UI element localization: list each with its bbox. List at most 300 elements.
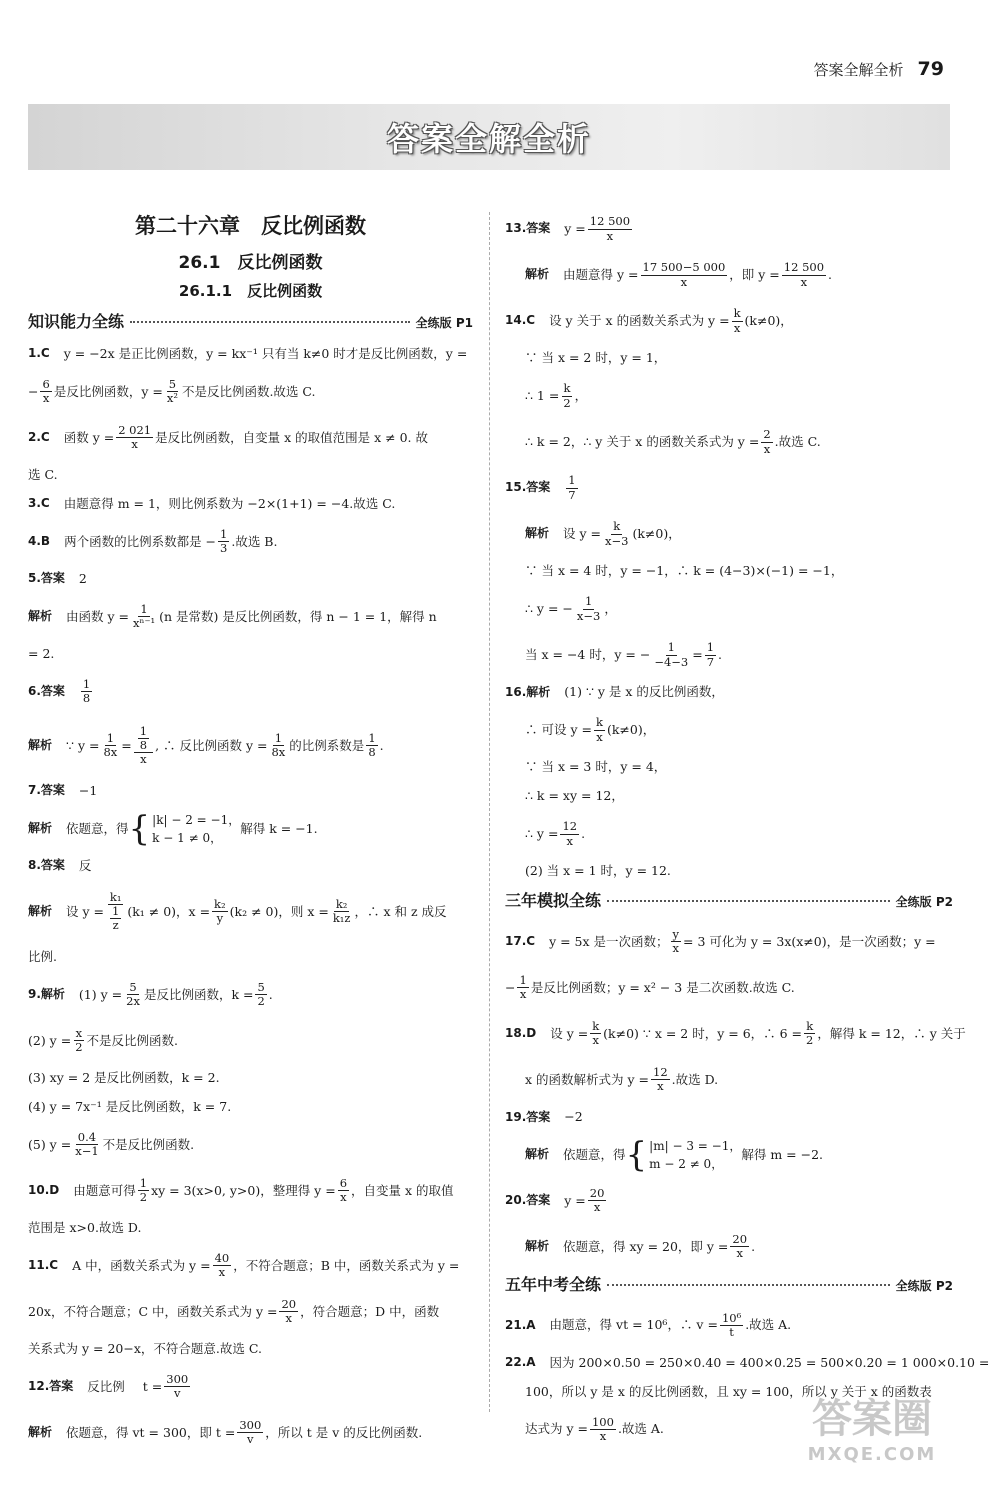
- fraction: [590, 1020, 601, 1047]
- answer-line: [505, 679, 953, 706]
- answer-line: [505, 253, 953, 297]
- answer-text: ∴ y =: [525, 825, 559, 841]
- fraction: [40, 378, 51, 405]
- fraction: [720, 1312, 743, 1339]
- answer-text: 由函数 y =: [66, 608, 129, 624]
- numerator: 20: [732, 1232, 748, 1247]
- fraction: [560, 820, 579, 847]
- answer-text: 设 y =: [550, 1025, 589, 1041]
- answer-text: y =: [564, 220, 586, 236]
- answer-label: 19.答案: [505, 1109, 551, 1124]
- header-title: 答案全解全析: [813, 61, 904, 79]
- answer-text: 关系式为 y = 20−x，不符合题意.故选 C.: [28, 1341, 262, 1357]
- fraction: [588, 215, 632, 242]
- denominator: x: [680, 274, 688, 289]
- numerator: 20: [281, 1296, 297, 1311]
- numerator: k: [592, 1019, 600, 1034]
- answer-line: [505, 1350, 990, 1377]
- numerator: 1: [706, 640, 715, 655]
- answer-text: 解得 m = −2.: [741, 1146, 823, 1162]
- denominator: x: [593, 1200, 601, 1215]
- fraction: [782, 261, 826, 288]
- answer-text: = 3 可化为 y = 3x(x≠0)，是一次函数；y =: [683, 933, 936, 949]
- answer-text: .: [268, 986, 273, 1002]
- numerator: 20: [589, 1186, 605, 1201]
- answer-line: [28, 595, 473, 639]
- denominator: 8: [368, 745, 376, 760]
- answer-line: [28, 1336, 473, 1363]
- denominator: x: [763, 441, 771, 456]
- answer-text: .故选 A.: [745, 1317, 792, 1333]
- denominator: x: [592, 1033, 599, 1048]
- chapter-title: 第二十六章 反比例函数: [135, 214, 366, 238]
- section-ref: 全练版 P2: [895, 1278, 953, 1293]
- fraction: [138, 725, 149, 752]
- answer-text: =: [692, 646, 703, 662]
- answer-line: [28, 1215, 473, 1242]
- answer-value: −1: [78, 783, 98, 799]
- answer-line: [505, 920, 953, 964]
- answer-label: 17.C: [505, 934, 536, 948]
- answer-label: 21.A: [505, 1317, 536, 1332]
- denominator: x²: [166, 391, 178, 406]
- denominator: −4−3: [654, 654, 689, 669]
- numerator: 300: [166, 1371, 189, 1386]
- answer-line: [505, 633, 953, 677]
- answer-label: 13.答案: [505, 221, 551, 236]
- answer-text: .: [379, 737, 384, 753]
- answer-text: 是反比例函数，自变量 x 的取值范围是 x ≠ 0. 故: [155, 429, 428, 445]
- numerator: k: [806, 1019, 814, 1034]
- numerator: 40: [214, 1250, 230, 1265]
- fraction: [138, 1177, 149, 1204]
- denominator: 8x: [103, 745, 118, 760]
- answer-label: 22.A: [505, 1355, 536, 1370]
- numerator: 300: [239, 1417, 262, 1432]
- fraction: [81, 678, 92, 705]
- denominator: 2: [563, 395, 571, 410]
- answer-line: [28, 1169, 473, 1213]
- denominator: x: [657, 1079, 664, 1094]
- answer-text: 函数 y =: [63, 429, 115, 445]
- denominator: x: [519, 987, 527, 1002]
- answer-text: (2) y =: [28, 1032, 72, 1048]
- answer-line: [28, 1123, 473, 1167]
- fraction: [641, 261, 728, 288]
- answer-text: (k≠0)，: [744, 312, 793, 328]
- answer-text: 由题意得 m = 1，则比例系数为 −2×(1+1) = −4.故选 C.: [63, 496, 396, 512]
- denominator: z: [112, 918, 119, 933]
- denominator: x−3: [605, 533, 629, 548]
- numerator: 1: [368, 730, 376, 745]
- answer-text: 由题意可得: [73, 1182, 136, 1198]
- numerator: 5: [168, 376, 177, 391]
- answer-line: [28, 944, 473, 971]
- answer-text: ，不符合题意；B 中，函数关系式为 y =: [233, 1257, 460, 1273]
- numerator: 1: [112, 904, 120, 919]
- numerator: 1: [139, 723, 148, 738]
- denominator: 2: [139, 1190, 148, 1205]
- answer-text: (2) 当 x = 1 时，y = 12.: [525, 863, 671, 879]
- answer-text: 当 x = −4 时，y = −: [525, 646, 651, 662]
- answer-text: (k₂ ≠ 0)，则 x =: [229, 903, 329, 919]
- denominator: 8: [82, 691, 91, 706]
- jiexi-label: 解析: [525, 526, 550, 541]
- numerator: 12 500: [783, 260, 825, 275]
- answer-label: 8.答案: [28, 858, 65, 873]
- fraction: [279, 1298, 298, 1325]
- answer-line: [505, 966, 953, 1010]
- answer-text: (5) y =: [28, 1136, 72, 1152]
- answer-line: [28, 491, 473, 518]
- answer-text: −: [505, 979, 516, 995]
- numerator: 1: [584, 594, 593, 609]
- answer-text: ∵ 当 x = 4 时，y = −1，∴ k = (4−3)×(−1) = −1，: [525, 563, 844, 579]
- answer-value: −2: [564, 1109, 583, 1125]
- section-heading-2: [505, 891, 953, 912]
- equation-system: [625, 1134, 742, 1175]
- numerator: k: [563, 381, 571, 396]
- answer-text: , ∴ 反比例函数 y =: [155, 737, 268, 753]
- answer-text: (k₁ ≠ 0)，x =: [127, 903, 211, 919]
- numerator: 1: [106, 730, 115, 745]
- fraction: [165, 378, 180, 405]
- denominator: x: [566, 833, 573, 848]
- answer-line: [505, 1058, 953, 1102]
- equation-rows: [152, 811, 240, 847]
- compound-fraction: [134, 725, 153, 767]
- jiexi-label: 解析: [525, 1239, 550, 1253]
- answer-label: 5.答案: [28, 571, 65, 586]
- denominator: x: [140, 752, 147, 767]
- denominator: 2x: [126, 994, 140, 1009]
- section-name: 三年模拟全练: [505, 891, 602, 910]
- answer-line: [28, 1365, 473, 1409]
- answer-text: .故选 D.: [671, 1071, 719, 1087]
- section-title: 26.1 反比例函数: [178, 253, 323, 274]
- numerator: 12: [653, 1065, 668, 1080]
- fraction: [603, 520, 630, 547]
- answer-label: 14.C: [505, 313, 536, 328]
- fraction: [131, 603, 157, 630]
- column-divider: [489, 212, 490, 1412]
- answer-text: 依题意，得 vt = 300，即 t =: [66, 1424, 236, 1440]
- leader-dots: [607, 900, 890, 902]
- numerator: [134, 725, 153, 753]
- answer-text: .: [581, 825, 586, 841]
- answer-line: [28, 462, 473, 489]
- numerator: 1: [519, 973, 527, 988]
- answer-line: [505, 1304, 953, 1348]
- answer-label: 16.解析: [505, 684, 551, 699]
- answer-text: (k≠0)，: [632, 525, 681, 541]
- fraction: [338, 1177, 349, 1204]
- answer-text: 不是反比例函数.故选 C.: [181, 383, 316, 399]
- answer-label: 11.C: [28, 1257, 59, 1272]
- jiexi-label: 解析: [28, 608, 53, 623]
- fraction: [73, 1027, 84, 1054]
- fraction: [590, 1416, 616, 1443]
- answer-line: [505, 512, 953, 556]
- fraction: [732, 307, 743, 334]
- answer-text: ∴ k = 2，∴ y 关于 x 的函数关系式为 y =: [525, 433, 760, 449]
- brace-symbol: {: [625, 1134, 648, 1175]
- running-header: [814, 58, 944, 80]
- watermark-logo: 答案圈: [812, 1396, 932, 1442]
- answer-text: =: [121, 737, 132, 753]
- denominator: x: [218, 1265, 226, 1280]
- answer-line: [505, 345, 953, 372]
- fraction: [110, 905, 121, 932]
- denominator: x: [596, 729, 603, 744]
- numerator: 1: [82, 676, 91, 691]
- fraction: [101, 732, 119, 759]
- answer-label: 3.C: [28, 496, 50, 511]
- answer-line: [505, 420, 953, 464]
- answer-text: .: [718, 646, 723, 662]
- answer-line: [28, 1290, 473, 1334]
- answer-text: ，: [574, 387, 588, 403]
- brace-symbol: {: [128, 808, 151, 849]
- fraction: [705, 641, 716, 668]
- subsection-title: 26.1.1 反比例函数: [178, 282, 323, 301]
- answer-text: (1) ∵ y 是 x 的反比例函数，: [564, 684, 724, 700]
- numerator: x: [75, 1025, 83, 1040]
- answer-line: [28, 716, 473, 776]
- answer-line: [28, 807, 473, 851]
- answer-text: 由题意，得 vt = 10⁶，∴ v =: [549, 1317, 718, 1333]
- denominator: v: [173, 1386, 181, 1401]
- answer-text: = 2.: [28, 646, 55, 662]
- answer-text: 由题意得 y =: [563, 266, 639, 282]
- watermark-url: MXQE.COM: [807, 1444, 937, 1465]
- answer-line: [505, 708, 953, 752]
- denominator: k₁z: [332, 911, 351, 926]
- fraction: [575, 595, 602, 622]
- jiexi-label: 解析: [525, 1147, 550, 1161]
- fraction: [124, 981, 142, 1008]
- answer-value: 反: [78, 858, 92, 874]
- denominator: [106, 905, 125, 932]
- denominator: x: [606, 228, 614, 243]
- fraction: [566, 474, 577, 501]
- answer-line: [28, 1411, 473, 1455]
- compound-fraction: [106, 891, 125, 933]
- answer-label: 15.答案: [505, 480, 551, 495]
- answer-line: [28, 973, 473, 1017]
- answer-line: [28, 1094, 473, 1121]
- numerator: 12 500: [589, 214, 631, 229]
- answer-line: [28, 882, 473, 942]
- answer-text: (k≠0) ∵ x = 2 时，y = 6，∴ 6 =: [603, 1025, 803, 1041]
- section-name: 知识能力全练: [28, 311, 125, 331]
- fraction: [331, 898, 353, 925]
- numerator: 2 021: [118, 422, 152, 437]
- fraction: [652, 641, 690, 668]
- numerator: k: [733, 306, 741, 321]
- denominator: 2: [257, 994, 265, 1009]
- answer-text: 因为 200×0.50 = 250×0.40 = 400×0.25 = 500×0.20 = 1 000×0.10 =: [549, 1354, 990, 1370]
- answer-line: [505, 1225, 953, 1269]
- answer-text: ∴ 可设 y =: [525, 721, 592, 737]
- answer-text: ，所以 t 是 v 的反比例函数.: [265, 1424, 423, 1440]
- answer-text: 依题意，得: [66, 820, 129, 836]
- answer-line: [505, 783, 953, 810]
- answer-text: 设 y =: [66, 903, 104, 919]
- numerator: 0.4: [77, 1129, 97, 1144]
- answer-text: 范围是 x>0.故选 D.: [28, 1220, 142, 1236]
- denominator: x: [800, 274, 808, 289]
- numerator: 17 500−5 000: [642, 260, 726, 275]
- answer-text: .故选 B.: [231, 533, 278, 549]
- denominator: x: [131, 437, 138, 452]
- answer-label: 9.解析: [28, 986, 65, 1001]
- answer-text: .故选 A.: [617, 1421, 664, 1437]
- numerator: 10⁶: [721, 1310, 742, 1325]
- numerator: 1: [139, 1175, 148, 1190]
- numerator: 6: [42, 376, 50, 391]
- fraction: [116, 424, 153, 451]
- answer-text: ∴ y = −: [525, 600, 573, 616]
- answer-text: (n 是常数) 是反比例函数，得 n − 1 = 1，解得 n: [159, 608, 437, 624]
- answer-line: [505, 558, 953, 585]
- section-heading-3: [505, 1275, 953, 1296]
- section-ref: 全练版 P1: [415, 315, 473, 330]
- fraction: [671, 928, 682, 955]
- answer-line: [505, 374, 953, 418]
- equation-system: [128, 808, 241, 849]
- equation-row: |m| − 3 = −1，: [649, 1138, 742, 1153]
- denominator: xⁿ⁻¹: [133, 616, 156, 631]
- section-name: 五年中考全练: [505, 1274, 602, 1294]
- fraction: [213, 1252, 232, 1279]
- denominator: 3: [220, 541, 228, 556]
- answer-text: 比例.: [28, 949, 57, 965]
- answer-label: 18.D: [505, 1026, 537, 1040]
- answer-line: [505, 207, 953, 251]
- equation-row: k − 1 ≠ 0，: [152, 830, 223, 845]
- fraction: [73, 1131, 100, 1158]
- answer-line: [28, 520, 473, 564]
- jiexi-label: 解析: [28, 820, 53, 835]
- answer-text: 设 y 关于 x 的函数关系式为 y =: [549, 312, 730, 328]
- numerator: 1: [667, 640, 675, 655]
- answer-line: [505, 1133, 953, 1177]
- answer-text: x 的函数解析式为 y =: [525, 1071, 650, 1087]
- numerator: 5: [129, 979, 137, 994]
- denominator: y: [216, 911, 224, 926]
- answer-text: xy = 3(x>0, y>0)，整理得 y =: [151, 1182, 336, 1198]
- fraction: [269, 732, 287, 759]
- answer-text: 依题意，得 xy = 20，即 y =: [563, 1238, 729, 1254]
- answer-label: 20.答案: [505, 1193, 551, 1207]
- answer-line: [28, 370, 473, 414]
- answer-line: [28, 341, 473, 368]
- denominator: 2: [806, 1033, 814, 1048]
- answer-value: 反比例: [87, 1378, 125, 1394]
- jiexi-label: 解析: [525, 267, 550, 282]
- fraction: [561, 382, 572, 409]
- answer-label: 4.B: [28, 533, 51, 548]
- section-heading-1: [28, 312, 473, 333]
- left-column: [28, 205, 473, 1457]
- section-ref: 全练版 P2: [895, 895, 953, 909]
- answer-line: [505, 754, 953, 781]
- answer-line: [28, 1065, 473, 1092]
- numerator: k: [595, 715, 603, 730]
- numerator: k₂: [214, 896, 226, 911]
- fraction: [588, 1187, 607, 1214]
- fraction: [255, 981, 266, 1008]
- numerator: 100: [591, 1414, 614, 1429]
- page-number: 79: [917, 58, 944, 80]
- answer-label: 6.答案: [28, 683, 65, 698]
- banner-title: 答案全解全析: [386, 120, 591, 158]
- denominator: x: [733, 320, 741, 335]
- answer-line: [28, 670, 473, 714]
- numerator: k₁: [109, 889, 122, 904]
- answer-text: ，解得 k = 12，∴ y 关于: [817, 1025, 966, 1041]
- answer-text: (4) y = 7x⁻¹ 是反比例函数，k = 7.: [28, 1099, 232, 1115]
- answer-text: 两个函数的比例系数都是 −: [64, 533, 217, 549]
- answer-text: ，自变量 x 的取值: [351, 1182, 454, 1198]
- jiexi-label: 解析: [28, 737, 53, 752]
- answer-text: y =: [564, 1192, 586, 1208]
- answer-text: y = −2x 是正比例函数，y = kx⁻¹ 只有当 k≠0 时才是反比例函数，y =: [63, 346, 468, 362]
- numerator: 1: [568, 473, 576, 488]
- answer-text: 的比例系数是: [289, 737, 365, 753]
- answer-line: [505, 587, 953, 631]
- title-banner: [28, 104, 950, 170]
- denominator: 8x: [271, 745, 286, 760]
- answer-label: 1.C: [28, 346, 50, 361]
- numerator: 1: [220, 526, 228, 541]
- numerator: k: [613, 519, 621, 534]
- answer-text: y = 5x 是一次函数；: [549, 933, 669, 949]
- numerator: 1: [274, 730, 283, 745]
- denominator: 2: [75, 1040, 83, 1055]
- answer-text: ∴ k = xy = 12，: [525, 788, 624, 804]
- answer-line: [28, 778, 473, 805]
- leader-dots: [130, 321, 410, 323]
- denominator: x: [42, 391, 50, 406]
- denominator: x: [672, 941, 680, 956]
- answer-text: 解得 k = −1.: [240, 820, 318, 836]
- numerator: 12: [562, 819, 578, 834]
- answer-line: [28, 1244, 473, 1288]
- denominator: x: [340, 1190, 347, 1205]
- denominator: 8: [139, 738, 148, 753]
- answer-line: [505, 1104, 953, 1131]
- denominator: x: [285, 1311, 293, 1326]
- answer-line: [505, 812, 953, 856]
- answer-text: 20x，不符合题意；C 中，函数关系式为 y =: [28, 1303, 278, 1319]
- answer-line: [28, 641, 473, 668]
- fraction: [517, 974, 528, 1001]
- answer-text: 是反比例函数；y = x² − 3 是二次函数.故选 C.: [530, 979, 795, 995]
- denominator: 7: [706, 654, 715, 669]
- answer-text: ，: [604, 600, 617, 616]
- denominator: v: [247, 1432, 254, 1447]
- answer-label: 2.C: [28, 429, 50, 444]
- numerator: k₂: [335, 896, 348, 911]
- answer-text: ，即 y =: [729, 266, 780, 282]
- answer-text: 100，所以 y 是 x 的反比例函数，且 xy = 100，所以 y 关于 x 的函数表: [525, 1383, 932, 1399]
- answer-line: [505, 1012, 966, 1056]
- right-column: [505, 205, 990, 1454]
- numerator: y: [672, 927, 680, 942]
- equation-row: m − 2 ≠ 0，: [649, 1156, 724, 1171]
